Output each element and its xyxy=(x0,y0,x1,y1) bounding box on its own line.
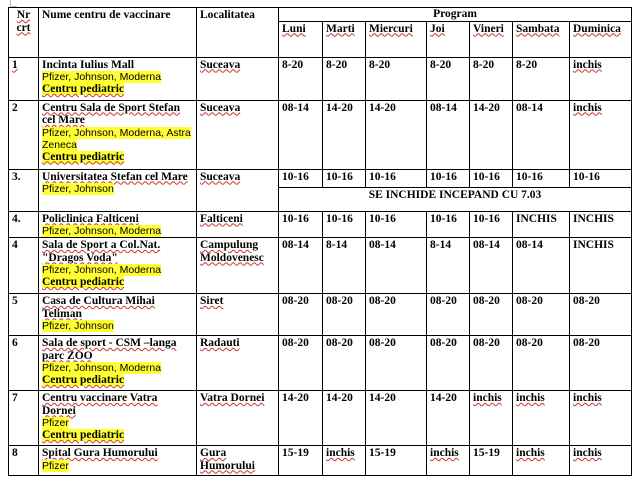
hours-cell: 10-16 xyxy=(323,211,366,238)
header-day-vineri xyxy=(470,21,513,57)
day-label: Luni xyxy=(282,22,306,35)
hours-text: inchis xyxy=(516,447,545,459)
row-center xyxy=(39,238,197,294)
table-row xyxy=(9,211,632,238)
header-name xyxy=(39,8,197,58)
hours-cell: 08-14 xyxy=(279,238,323,294)
hours-cell: 08-14 xyxy=(279,100,323,169)
row-nr: 4. xyxy=(9,211,39,238)
table-row xyxy=(9,100,632,169)
pediatric-label xyxy=(42,151,193,164)
pediatric-text: Centru pediatric xyxy=(42,276,125,288)
hours-cell: 10-16 xyxy=(323,169,366,187)
table-row xyxy=(9,391,632,446)
hours-cell: 08-14 xyxy=(427,100,470,169)
header-nr xyxy=(9,8,39,58)
header-day-miercuri xyxy=(366,21,427,57)
vaccine-list-text: Pfizer, Johnson, Moderna xyxy=(42,225,162,237)
pediatric-label xyxy=(42,276,193,289)
hours-cell: 10-16 xyxy=(279,169,323,187)
locality-text: Suceava xyxy=(200,101,241,114)
vaccine-list-text: Pfizer xyxy=(42,459,69,472)
row-center xyxy=(39,211,197,238)
hours-cell: 08-14 xyxy=(513,100,570,169)
day-label: Marti xyxy=(326,22,355,35)
pediatric-text: Centru pediatric xyxy=(42,150,125,163)
header-day-joi xyxy=(427,21,470,57)
hours-cell: 10-16 xyxy=(470,169,513,187)
locality-text: Siret xyxy=(200,295,224,307)
row-nr: 6 xyxy=(9,336,39,391)
hours-cell: 8-14 xyxy=(323,238,366,294)
header-program: Program xyxy=(279,8,632,22)
hours-cell: 08-20 xyxy=(279,336,323,391)
hours-cell: INCHIS xyxy=(513,211,570,238)
hours-cell: 10-16 xyxy=(570,169,632,187)
hours-cell: 08-20 xyxy=(513,336,570,391)
hours-text: inchis xyxy=(573,101,602,114)
closing-notice: SE INCHIDE INCEPAND CU 7.03 xyxy=(279,187,632,211)
vaccine-list-text: Pfizer, Johnson, Moderna xyxy=(42,264,162,276)
hours-cell: 8-20 xyxy=(427,57,470,100)
header-locality xyxy=(197,8,279,58)
hours-cell: 08-20 xyxy=(470,336,513,391)
pediatric-text: Centru pediatric xyxy=(42,374,125,386)
vaccination-schedule-table xyxy=(8,7,632,476)
locality-text: Suceava xyxy=(200,58,241,71)
hours-cell: 14-20 xyxy=(427,391,470,446)
hours-cell: 14-20 xyxy=(323,391,366,446)
hours-cell: 08-20 xyxy=(366,336,427,391)
hours-cell: 8-20 xyxy=(279,57,323,100)
row-center xyxy=(39,294,197,336)
hours-cell: 08-20 xyxy=(323,294,366,336)
hours-cell: 08-20 xyxy=(470,294,513,336)
hours-cell: 15-19 xyxy=(366,446,427,476)
day-label: Vineri xyxy=(473,22,504,35)
hours-cell xyxy=(470,391,513,446)
hours-cell: 8-20 xyxy=(470,57,513,100)
header-day-duminica xyxy=(570,21,632,57)
hours-text: inchis xyxy=(573,447,602,459)
table-row xyxy=(9,294,632,336)
center-name: Sala de sport - CSM –langa parc ZOO xyxy=(42,337,177,362)
vaccine-list xyxy=(42,417,193,429)
hours-cell: 10-16 xyxy=(513,169,570,187)
hours-cell: 10-16 xyxy=(427,169,470,187)
pediatric-label xyxy=(42,429,193,442)
locality-text: Gura Humorului xyxy=(200,447,255,472)
table-row xyxy=(9,57,632,100)
center-name: Universitatea Stefan cel Mare xyxy=(42,170,188,183)
row-locality xyxy=(197,100,279,169)
row-nr: 7 xyxy=(9,391,39,446)
vaccine-list-text: Pfizer, Johnson xyxy=(42,183,114,195)
hours-text: inchis xyxy=(473,392,502,404)
center-name: Centru Sala de Sport Stefan cel Mare xyxy=(42,101,181,126)
row-nr: 4 xyxy=(9,238,39,294)
hours-text: inchis xyxy=(326,447,355,459)
vaccine-list xyxy=(42,71,193,83)
hours-cell: 08-14 xyxy=(366,238,427,294)
center-name: Spital Gura Humorului xyxy=(42,447,158,459)
hours-text: inchis xyxy=(430,447,459,459)
row-locality xyxy=(197,211,279,238)
vaccine-list xyxy=(42,183,193,195)
hours-cell: 10-16 xyxy=(279,211,323,238)
hours-cell: 8-20 xyxy=(513,57,570,100)
vaccine-list xyxy=(42,362,193,374)
hours-cell xyxy=(323,446,366,476)
hours-cell xyxy=(570,446,632,476)
hours-cell xyxy=(427,446,470,476)
pediatric-label xyxy=(42,83,193,96)
vaccine-list-text: Pfizer, Johnson xyxy=(42,320,114,332)
hours-cell: 10-16 xyxy=(366,211,427,238)
row-locality xyxy=(197,238,279,294)
locality-text: Falticeni xyxy=(200,212,243,225)
hours-cell: 08-20 xyxy=(513,294,570,336)
center-name: Casa de Cultura Mihai Teliman xyxy=(42,295,155,320)
header-day-sambata xyxy=(513,21,570,57)
row-nr: 5 xyxy=(9,294,39,336)
hours-cell xyxy=(513,446,570,476)
hours-cell: 08-20 xyxy=(323,336,366,391)
hours-cell: 08-20 xyxy=(279,294,323,336)
hours-cell: 08-20 xyxy=(427,294,470,336)
hours-cell: 14-20 xyxy=(279,391,323,446)
center-name: Policlinica Falticeni xyxy=(42,212,139,225)
hours-cell: INCHIS xyxy=(570,211,632,238)
day-label: Joi xyxy=(430,22,445,35)
hours-cell: 14-20 xyxy=(470,100,513,169)
center-name: Centru vaccinare Vatra Dornei xyxy=(42,392,158,417)
hours-cell: 14-20 xyxy=(323,100,366,169)
center-name: Incinta Iulius Mall xyxy=(42,58,135,71)
hours-cell: 08-14 xyxy=(470,238,513,294)
header-name-text: Nume centru de vaccinare xyxy=(42,9,171,21)
vaccine-list-text: Pfizer xyxy=(42,417,69,429)
row-center xyxy=(39,391,197,446)
hours-cell xyxy=(513,391,570,446)
vaccine-list xyxy=(42,460,193,472)
table-row xyxy=(9,336,632,391)
page-corner-mark xyxy=(10,0,17,7)
row-nr: 2 xyxy=(9,100,39,169)
vaccine-list-text: Pfizer, Johnson, Moderna, Astra Zeneca xyxy=(42,126,191,151)
hours-text: inchis xyxy=(573,58,602,71)
row-nr: 3. xyxy=(9,169,39,211)
header-day-luni xyxy=(279,21,323,57)
hours-cell: 08-14 xyxy=(513,238,570,294)
locality-text: Suceava xyxy=(200,170,241,183)
vaccine-list xyxy=(42,225,193,237)
header-nr-text: Nr crt xyxy=(16,9,31,34)
locality-text: Vatra Dornei xyxy=(200,392,265,404)
row-center xyxy=(39,100,197,169)
hours-cell xyxy=(570,100,632,169)
vaccine-list-text: Pfizer, Johnson, Moderna xyxy=(42,71,162,83)
hours-cell: 8-20 xyxy=(366,57,427,100)
hours-cell: INCHIS xyxy=(570,238,632,294)
header-day-marti xyxy=(323,21,366,57)
day-label: Sambata xyxy=(516,22,560,35)
hours-cell xyxy=(570,57,632,100)
row-locality xyxy=(197,336,279,391)
hours-cell: 10-16 xyxy=(470,211,513,238)
pediatric-text: Centru pediatric xyxy=(42,83,125,95)
hours-cell: 8-14 xyxy=(427,238,470,294)
row-center xyxy=(39,57,197,100)
pediatric-text: Centru pediatric xyxy=(42,429,125,441)
row-nr: 8 xyxy=(9,446,39,476)
day-label: Miercuri xyxy=(369,22,413,35)
pediatric-label xyxy=(42,374,193,387)
day-label: Duminica xyxy=(573,22,621,35)
vaccine-list-text: Pfizer, Johnson, Moderna xyxy=(42,362,162,374)
hours-text: inchis xyxy=(573,392,602,404)
hours-cell: 08-20 xyxy=(427,336,470,391)
hours-cell: 08-20 xyxy=(366,294,427,336)
row-locality xyxy=(197,391,279,446)
locality-text: Radauti xyxy=(200,337,240,349)
hours-cell xyxy=(570,391,632,446)
hours-cell: 15-19 xyxy=(470,446,513,476)
table-row xyxy=(9,238,632,294)
hours-cell: 08-20 xyxy=(570,294,632,336)
table-row xyxy=(9,446,632,476)
hours-text: inchis xyxy=(516,392,545,404)
row-locality xyxy=(197,294,279,336)
table-row xyxy=(9,169,632,187)
vaccine-list xyxy=(42,320,193,332)
hours-cell: 08-20 xyxy=(570,336,632,391)
header-locality-text: Localitatea xyxy=(200,9,255,21)
row-locality xyxy=(197,57,279,100)
locality-text: Campulung Moldovenesc xyxy=(200,239,264,264)
row-nr xyxy=(9,57,39,100)
hours-cell: 15-19 xyxy=(279,446,323,476)
center-name: Sala de Sport a Col.Nat. "Dragos Voda" xyxy=(42,239,161,264)
hours-cell: 10-16 xyxy=(366,169,427,187)
hours-cell: 10-16 xyxy=(427,211,470,238)
row-center xyxy=(39,169,197,211)
row-center xyxy=(39,446,197,476)
row-nr-text: 1 xyxy=(12,58,18,71)
hours-cell: 14-20 xyxy=(366,391,427,446)
row-locality xyxy=(197,169,279,211)
row-center xyxy=(39,336,197,391)
row-locality xyxy=(197,446,279,476)
hours-cell: 8-20 xyxy=(323,57,366,100)
vaccine-list xyxy=(42,127,193,151)
vaccine-list xyxy=(42,264,193,276)
header-row-1 xyxy=(9,8,632,22)
hours-cell: 14-20 xyxy=(366,100,427,169)
